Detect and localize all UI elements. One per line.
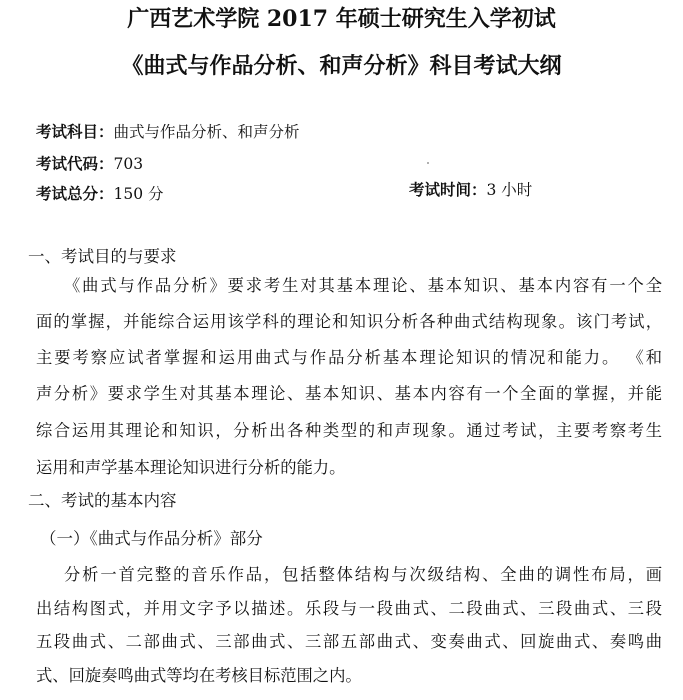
exam-subject-label: 考试科目：: [36, 122, 114, 141]
section1-line: 《曲式与作品分析》要求考生对其基本理论、基本知识、基本内容有一个全: [64, 276, 662, 295]
exam-total-row: [36, 184, 164, 204]
section2-line: 式、回旋奏鸣曲式等均在考核目标范围之内。: [36, 666, 362, 685]
exam-total-label: 考试总分：: [36, 184, 114, 203]
section1-line: 面的掌握，并能综合运用该学科的理论和知识分析各种曲式结构现象。该门考试，: [36, 312, 662, 331]
exam-time-value: 3 小时: [486, 181, 533, 199]
exam-subject-row: [36, 122, 300, 142]
document-title-line1: 广西艺术学院 2017 年硕士研究生入学初试: [127, 6, 556, 32]
exam-time-label: 考试时间：: [409, 180, 487, 199]
exam-code-value: 703: [113, 155, 144, 173]
section1-line: 声分析》要求学生对其基本理论、基本知识、基本内容有一个全面的掌握，并能: [36, 384, 662, 403]
section2-line: 五段曲式、二部曲式、三部曲式、三部五部曲式、变奏曲式、回旋曲式、奏鸣曲: [36, 632, 662, 651]
section1-line: 运用和声学基本理论知识进行分析的能力。: [36, 458, 346, 477]
section2-heading: 二、考试的基本内容: [28, 491, 177, 510]
exam-total-value: 150 分: [113, 185, 164, 203]
section2-line: 出结构图式，并用文字予以描述。乐段与一段曲式、二段曲式、三段曲式、三段: [36, 599, 662, 618]
document-title-line2: 《曲式与作品分析、和声分析》科目考试大纲: [121, 53, 562, 79]
exam-subject-value: 曲式与作品分析、和声分析: [113, 123, 300, 141]
section1-line: 综合运用其理论和知识，分析出各种类型的和声现象。通过考试，主要考察考生: [36, 421, 662, 440]
section2-subheading: （一）《曲式与作品分析》部分: [40, 529, 263, 548]
exam-time-row: [409, 180, 532, 200]
scan-speck: [427, 162, 429, 164]
section1-line: 主要考察应试者掌握和运用曲式与作品分析基本理论知识的情况和能力。 《和: [36, 348, 662, 367]
section1-heading: 一、考试目的与要求: [28, 247, 177, 266]
section2-line: 分析一首完整的音乐作品，包括整体结构与次级结构、全曲的调性布局，画: [64, 565, 662, 584]
exam-code-row: [36, 154, 143, 174]
exam-code-label: 考试代码：: [36, 154, 114, 173]
